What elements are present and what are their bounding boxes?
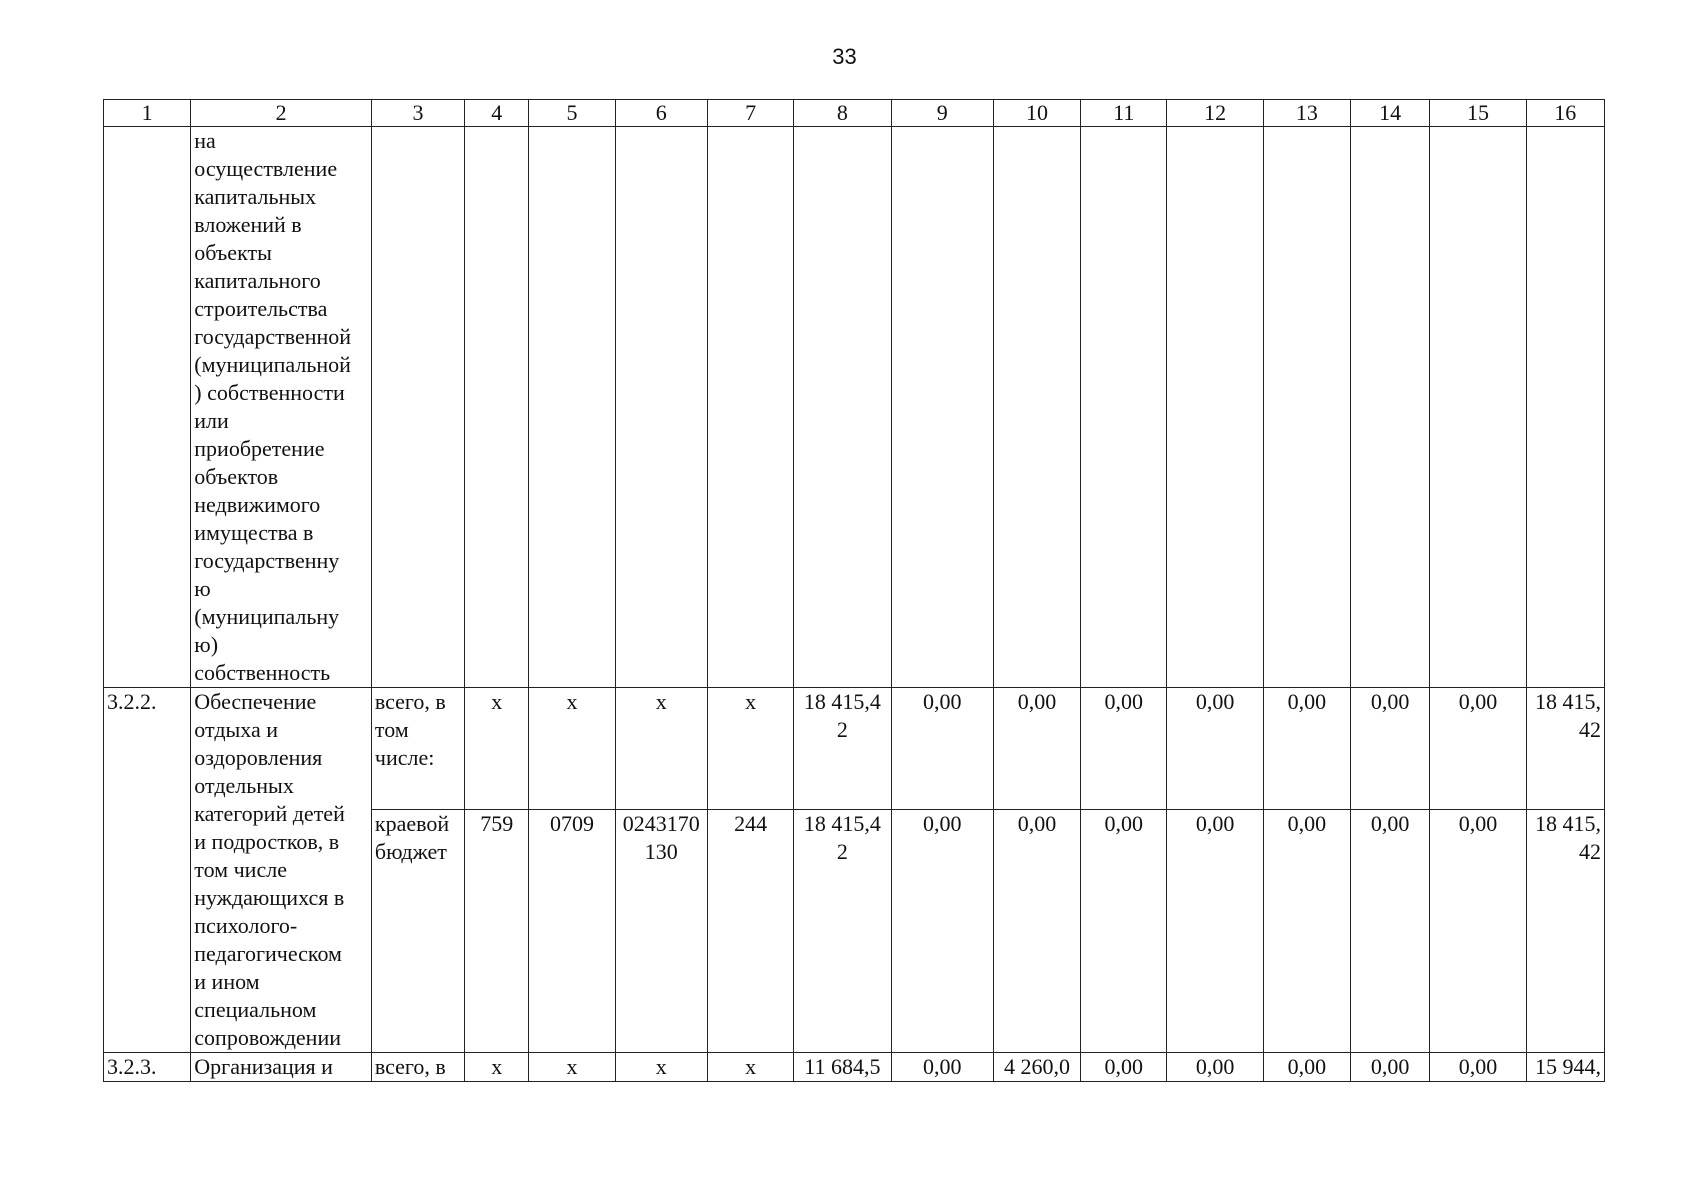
cell-empty [1351, 127, 1430, 688]
cell-rzpr: 0709 [529, 810, 615, 1053]
funding-source: всего, в [371, 1053, 464, 1082]
cell-value-10: 0,00 [993, 810, 1080, 1053]
cell-empty [529, 127, 615, 688]
header-cell: 10 [993, 100, 1080, 127]
cell-vr: х [707, 688, 793, 810]
continuation-row [104, 127, 1605, 688]
cell-grbs: 759 [465, 810, 529, 1053]
cell-grbs: х [465, 688, 529, 810]
cell-value-14: 0,00 [1351, 688, 1430, 810]
header-cell: 1 [104, 100, 191, 127]
cell-value-14: 0,00 [1351, 1053, 1430, 1082]
cell-value-10: 0,00 [993, 688, 1080, 810]
cell-vr: 244 [707, 810, 793, 1053]
cell-empty [891, 127, 993, 688]
header-cell: 2 [191, 100, 372, 127]
budget-table [103, 99, 1605, 1082]
cell-empty [1526, 127, 1604, 688]
item-code: 3.2.2. [104, 688, 191, 1053]
header-cell: 11 [1081, 100, 1167, 127]
cell-csr: х [615, 688, 707, 810]
cell-value-13: 0,00 [1263, 810, 1350, 1053]
cell-value-8: 18 415,4 2 [794, 688, 891, 810]
cell-vr: х [707, 1053, 793, 1082]
cell-empty [707, 127, 793, 688]
header-cell: 9 [891, 100, 993, 127]
item-323-row [104, 1053, 1605, 1082]
cell-value-8: 11 684,5 [794, 1053, 891, 1082]
cell-empty [1263, 127, 1350, 688]
cell-empty [1430, 127, 1526, 688]
cell-value-15: 0,00 [1430, 810, 1526, 1053]
cell-value-12: 0,00 [1167, 810, 1263, 1053]
header-cell: 7 [707, 100, 793, 127]
cell-value-13: 0,00 [1263, 688, 1350, 810]
cell-value-16: 18 415, 42 [1526, 810, 1604, 1053]
cell-value-14: 0,00 [1351, 810, 1430, 1053]
item-name: Организация и [191, 1053, 372, 1082]
cell-value-9: 0,00 [891, 688, 993, 810]
cell-value-16: 18 415, 42 [1526, 688, 1604, 810]
header-cell: 16 [1526, 100, 1604, 127]
header-cell: 3 [371, 100, 464, 127]
item-322-total-row [104, 688, 1605, 810]
cell-value-12: 0,00 [1167, 688, 1263, 810]
cell-empty [794, 127, 891, 688]
cell-csr: 0243170 130 [615, 810, 707, 1053]
header-cell: 13 [1263, 100, 1350, 127]
continuation-text: на осуществление капитальных вложений в объекты капитального строительства государственной (муниципальной ) собственности или приобретение объектов недвижимого имущества в государственну ю (муниципальну ю) собственность [191, 127, 372, 688]
cell-rzpr: х [529, 688, 615, 810]
cell-empty [465, 127, 529, 688]
cell-value-16: 15 944, [1526, 1053, 1604, 1082]
page-number: 33 [832, 44, 857, 69]
cell-empty [1081, 127, 1167, 688]
cell-value-15: 0,00 [1430, 1053, 1526, 1082]
header-cell: 8 [794, 100, 891, 127]
funding-source: всего, в том числе: [371, 688, 464, 810]
cell-empty [615, 127, 707, 688]
item-name: Обеспечение отдыха и оздоровления отдельных категорий детей и подростков, в том числе нуждающихся в психолого- педагогическом и ином специальном сопровождении [191, 688, 372, 1053]
header-cell: 6 [615, 100, 707, 127]
cell-value-12: 0,00 [1167, 1053, 1263, 1082]
cell-value-8: 18 415,4 2 [794, 810, 891, 1053]
cell-csr: х [615, 1053, 707, 1082]
cell-empty [1167, 127, 1263, 688]
cell-value-11: 0,00 [1081, 810, 1167, 1053]
item-code: 3.2.3. [104, 1053, 191, 1082]
cell-empty [371, 127, 464, 688]
cell-empty [104, 127, 191, 688]
cell-rzpr: х [529, 1053, 615, 1082]
cell-value-15: 0,00 [1430, 688, 1526, 810]
header-row [104, 100, 1605, 127]
cell-value-9: 0,00 [891, 1053, 993, 1082]
header-cell: 4 [465, 100, 529, 127]
header-cell: 12 [1167, 100, 1263, 127]
header-cell: 15 [1430, 100, 1526, 127]
cell-value-11: 0,00 [1081, 688, 1167, 810]
funding-source: краевой бюджет [371, 810, 464, 1053]
cell-empty [993, 127, 1080, 688]
cell-value-11: 0,00 [1081, 1053, 1167, 1082]
header-cell: 5 [529, 100, 615, 127]
cell-grbs: х [465, 1053, 529, 1082]
header-cell: 14 [1351, 100, 1430, 127]
cell-value-13: 0,00 [1263, 1053, 1350, 1082]
cell-value-10: 4 260,0 [993, 1053, 1080, 1082]
cell-value-9: 0,00 [891, 810, 993, 1053]
